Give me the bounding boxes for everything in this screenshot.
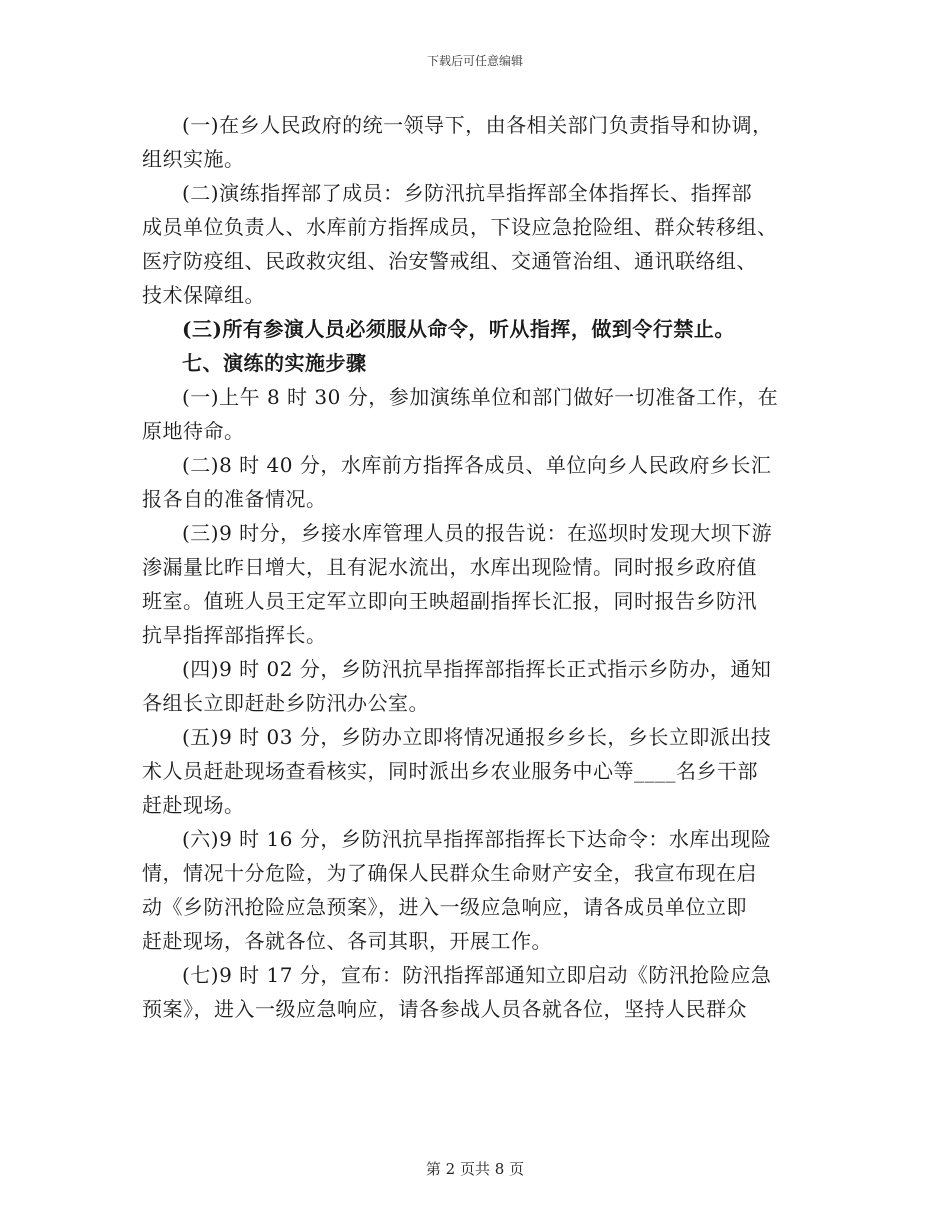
text-line: (二)演练指挥部了成员：乡防汛抗旱指挥部全体指挥长、指挥部 xyxy=(182,181,753,205)
text-line: 成员单位负责人、水库前方指挥成员，下设应急抢险组、群众转移组、 xyxy=(142,215,778,239)
text-line: (二)8 时 40 分，水库前方指挥各成员、单位向乡人民政府乡长汇 xyxy=(182,453,772,477)
text-line: 术人员赶赴现场查看核实，同时派出乡农业服务中心等____名乡干部 xyxy=(142,759,758,783)
text-line: (五)9 时 03 分，乡防办立即将情况通报乡乡长，乡长立即派出技 xyxy=(182,725,772,749)
paragraph xyxy=(142,652,810,720)
document-body xyxy=(142,108,810,1026)
text-line: 动《乡防汛抢险应急预案》，进入一级应急响应，请各成员单位立即 xyxy=(142,895,747,919)
text-line: (三)所有参演人员必须服从命令，听从指挥，做到令行禁止。 xyxy=(182,317,735,341)
text-line: 医疗防疫组、民政救灾组、治安警戒组、交通管治组、通讯联络组、 xyxy=(142,249,757,273)
paragraph xyxy=(142,516,810,652)
text-line: 渗漏量比昨日增大，且有泥水流出，水库出现险情。同时报乡政府值 xyxy=(142,555,757,579)
page-header: 下载后可任意编辑 xyxy=(426,54,523,68)
page-footer: 第 2 页共 8 页 xyxy=(425,1160,525,1178)
paragraph xyxy=(142,380,810,448)
paragraph xyxy=(142,448,810,516)
text-line: 预案》，进入一级应急响应，请各参战人员各就各位，坚持人民群众 xyxy=(142,997,747,1021)
paragraph xyxy=(142,822,810,958)
text-line: 组织实施。 xyxy=(142,147,245,171)
text-line: 情，情况十分危险，为了确保人民群众生命财产安全，我宣布现在启 xyxy=(142,861,757,885)
text-line: 技术保障组。 xyxy=(142,283,265,307)
text-line: 赶赴现场，各就各位、各司其职，开展工作。 xyxy=(142,929,552,953)
paragraph xyxy=(142,720,810,822)
text-line: 班室。值班人员王定军立即向王映超副指挥长汇报，同时报告乡防汛 xyxy=(142,589,757,613)
text-line: 赶赴现场。 xyxy=(142,793,245,817)
text-line: 抗旱指挥部指挥长。 xyxy=(142,623,327,647)
text-line: 各组长立即赶赴乡防汛办公室。 xyxy=(142,691,429,715)
paragraph xyxy=(142,312,810,346)
paragraph xyxy=(142,108,810,176)
text-line: 七、演练的实施步骤 xyxy=(182,351,367,375)
text-line: 报各自的准备情况。 xyxy=(142,487,327,511)
text-line: (一)上午 8 时 30 分，参加演练单位和部门做好一切准备工作，在 xyxy=(182,385,779,409)
paragraph xyxy=(142,176,810,312)
text-line: (七)9 时 17 分，宣布：防汛指挥部通知立即启动《防汛抢险应急 xyxy=(182,963,772,987)
paragraph xyxy=(142,958,810,1026)
paragraph xyxy=(142,346,810,380)
text-line: 原地待命。 xyxy=(142,419,245,443)
text-line: (三)9 时分，乡接水库管理人员的报告说：在巡坝时发现大坝下游 xyxy=(182,521,773,545)
text-line: (六)9 时 16 分，乡防汛抗旱指挥部指挥长下达命令：水库出现险 xyxy=(182,827,772,851)
text-line: (四)9 时 02 分，乡防汛抗旱指挥部指挥长正式指示乡防办，通知 xyxy=(182,657,772,681)
text-line: (一)在乡人民政府的统一领导下，由各相关部门负责指导和协调， xyxy=(182,113,773,137)
